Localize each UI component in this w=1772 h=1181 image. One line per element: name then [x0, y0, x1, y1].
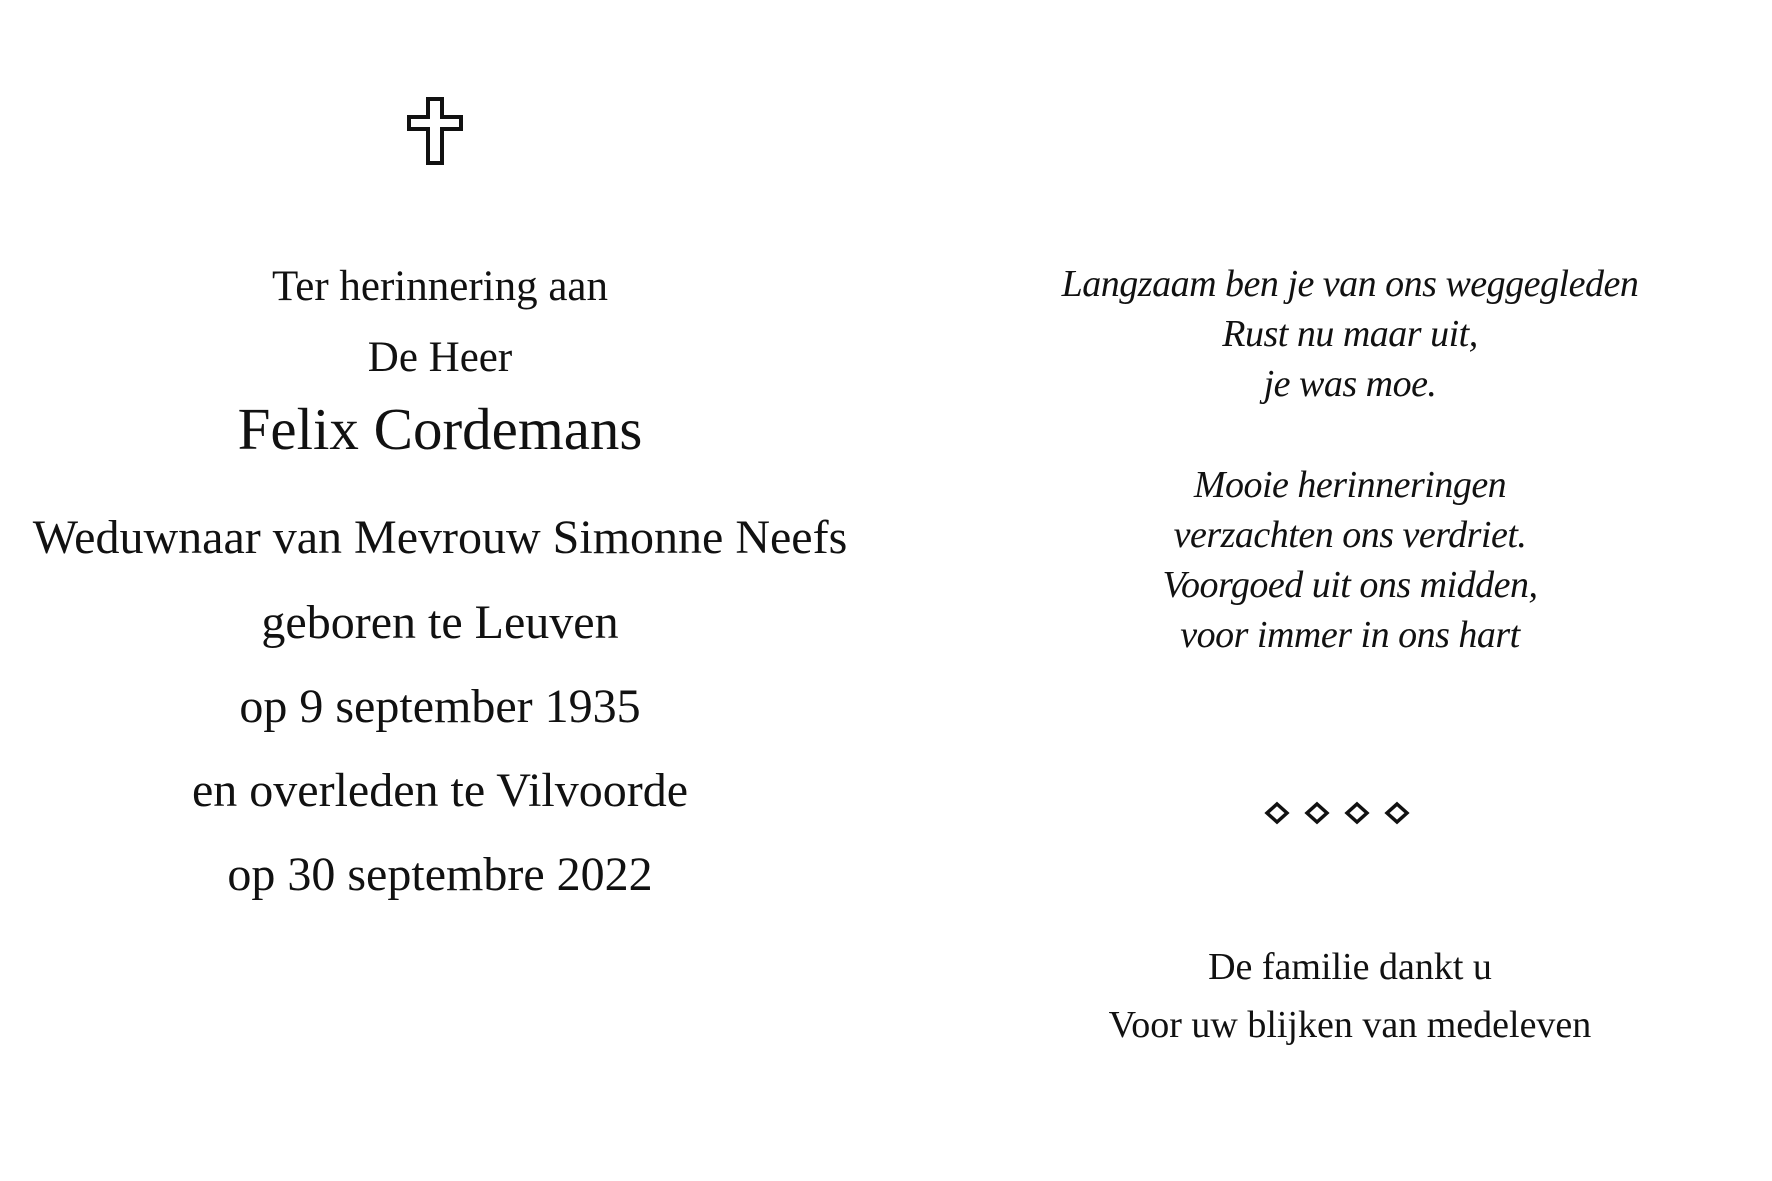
death-place: en overleden te Vilvoorde	[191, 764, 689, 817]
right-panel	[1000, 0, 1700, 1181]
poem-line: voor immer in ons hart	[1180, 614, 1520, 656]
left-panel	[0, 0, 880, 1181]
thanks-line: De familie dankt u	[1208, 946, 1492, 988]
birth-date: op 9 september 1935	[239, 680, 641, 733]
poem-line: je was moe.	[1263, 363, 1437, 405]
poem-line: verzachten ons verdriet.	[1173, 514, 1527, 556]
poem-line: Voorgoed uit ons midden,	[1162, 564, 1538, 606]
birth-place: geboren te Leuven	[261, 596, 619, 649]
deceased-name: Felix Cordemans	[237, 396, 643, 462]
poem-line: Langzaam ben je van ons weggegleden	[1061, 263, 1639, 305]
thanks-line: Voor uw blijken van medeleven	[1108, 1004, 1592, 1046]
poem-line: Mooie herinneringen	[1193, 464, 1507, 506]
death-date: op 30 septembre 2022	[227, 848, 653, 901]
diamond-ornament	[1263, 800, 1413, 826]
cross-icon	[406, 96, 464, 166]
poem-line: Rust nu maar uit,	[1222, 313, 1478, 355]
intro-text: Ter herinnering aan	[271, 263, 609, 310]
honorific: De Heer	[367, 334, 513, 381]
spouse-line: Weduwnaar van Mevrouw Simonne Neefs	[32, 511, 848, 564]
